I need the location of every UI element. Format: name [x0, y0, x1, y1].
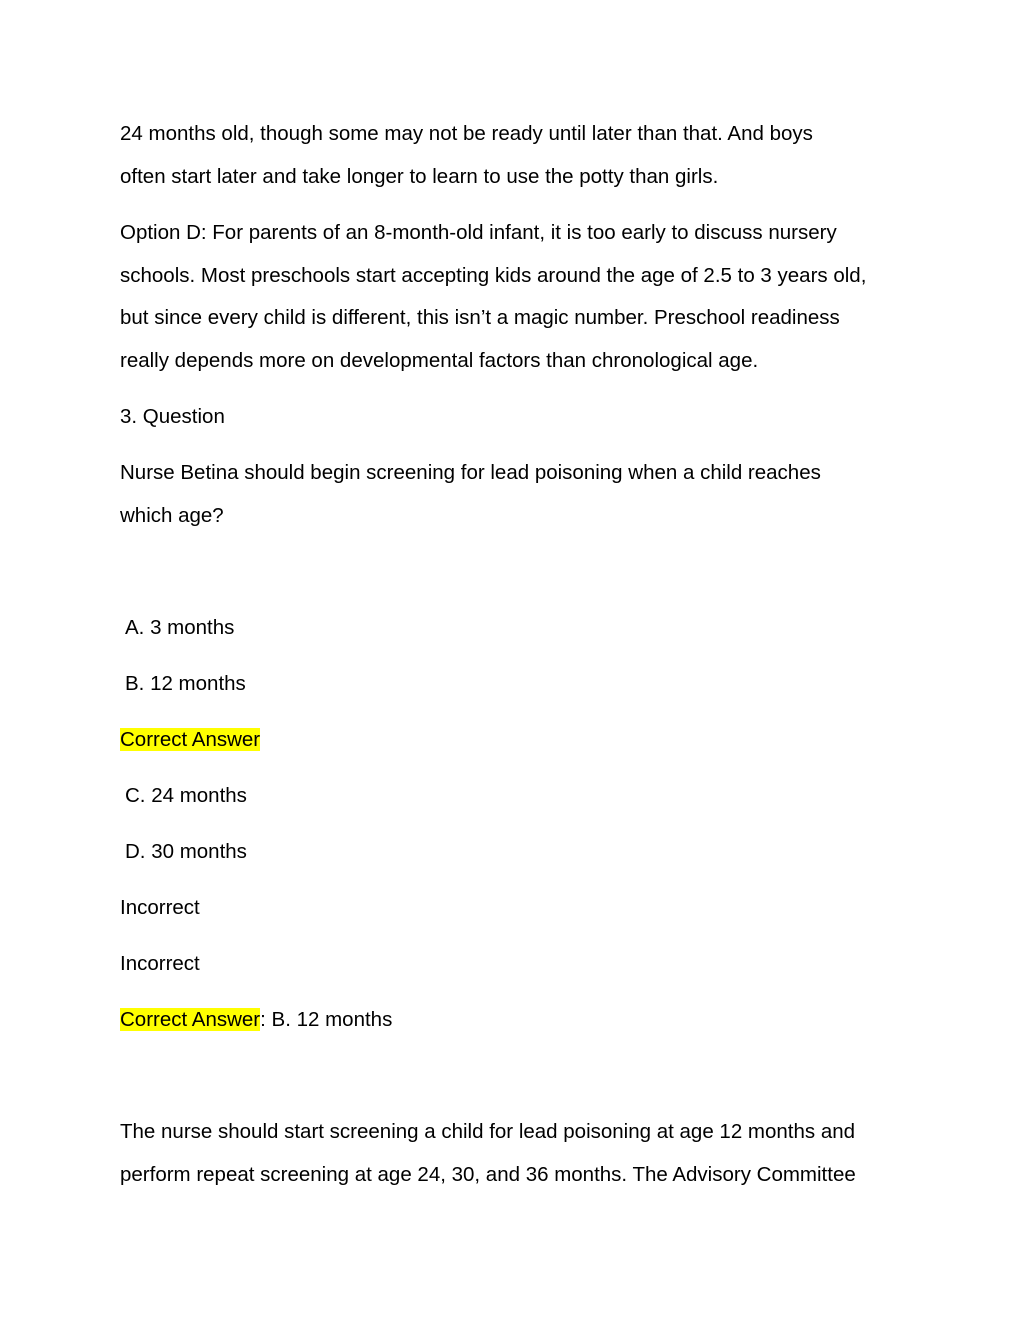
continuation-line-2: often start later and take longer to learn to use the potty than girls.	[120, 165, 719, 188]
explanation-line-1: The nurse should start screening a child for lead poisoning at age 12 months and	[120, 1120, 856, 1143]
question-text-line-1: Nurse Betina should begin screening for lead poisoning when a child reaches	[120, 461, 821, 484]
answer-line	[120, 1006, 392, 1034]
option-a: A. 3 months	[125, 616, 235, 639]
option-d: D. 30 months	[125, 840, 247, 863]
incorrect-marker-1: Incorrect	[120, 896, 200, 919]
option-d-explanation-line-2: schools. Most preschools start accepting kids around the age of 2.5 to 3 years old,	[120, 264, 867, 287]
continuation-line-1: 24 months old, though some may not be ready until later than that. And boys	[120, 122, 813, 145]
explanation-line-2: perform repeat screening at age 24, 30, and 36 months. The Advisory Committee	[120, 1163, 856, 1186]
correct-answer-highlight: Correct Answer	[120, 728, 261, 751]
answer-value: : B. 12 months	[260, 1008, 393, 1031]
question-heading: 3. Question	[120, 405, 225, 428]
option-b: B. 12 months	[125, 672, 246, 695]
question-text-line-2: which age?	[120, 504, 224, 527]
option-d-explanation-line-1: Option D: For parents of an 8-month-old infant, it is too early to discuss nursery	[120, 221, 837, 244]
option-d-explanation-line-3: but since every child is different, this isn’t a magic number. Preschool readiness	[120, 306, 840, 329]
incorrect-marker-2: Incorrect	[120, 952, 200, 975]
correct-answer-marker	[120, 726, 260, 754]
answer-label-highlight: Correct Answer	[120, 1008, 261, 1031]
option-c: C. 24 months	[125, 784, 247, 807]
option-d-explanation-line-4: really depends more on developmental factors than chronological age.	[120, 349, 759, 372]
